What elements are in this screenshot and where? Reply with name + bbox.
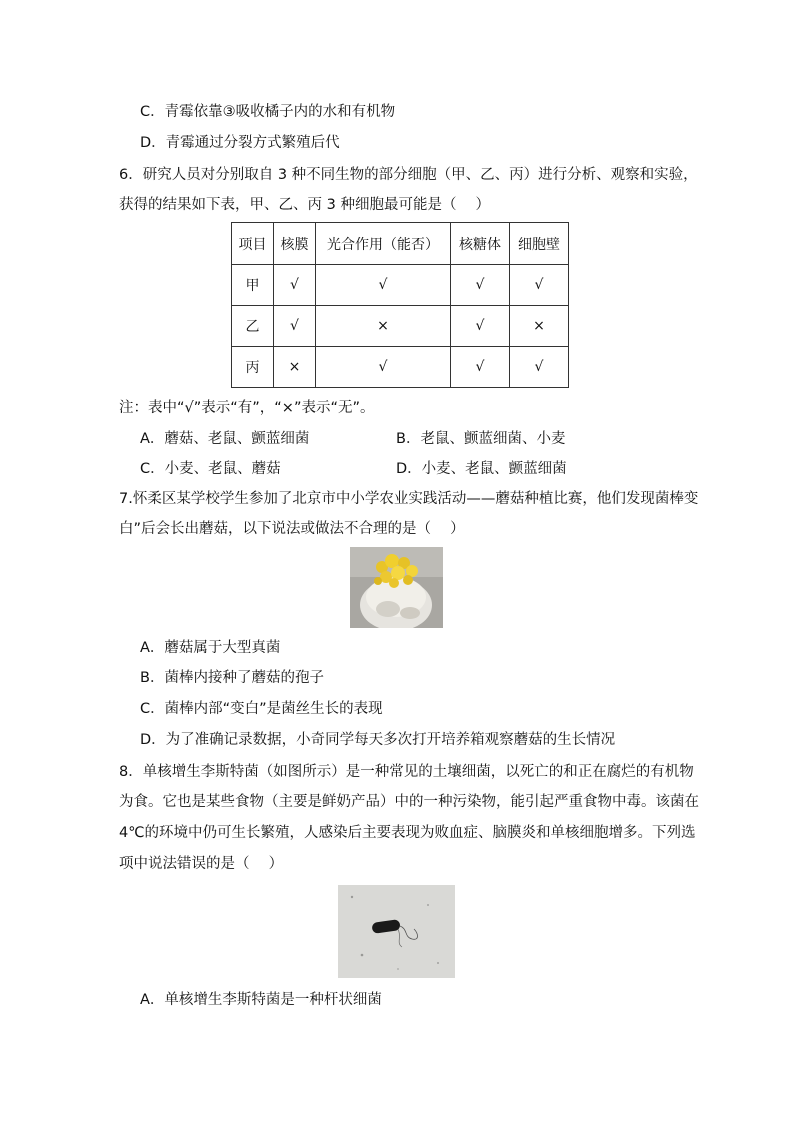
table-cell: √ <box>510 265 569 306</box>
q5-option-c: C．青霉依靠③吸收橘子内的水和有机物 <box>140 104 396 120</box>
q6-option-b: B．老鼠、颤蓝细菌、小麦 <box>396 431 566 447</box>
table-cell: √ <box>510 347 569 388</box>
table-header-cell: 细胞壁 <box>510 223 569 265</box>
table-cell: √ <box>451 265 510 306</box>
q5-option-d: D．青霉通过分裂方式繁殖后代 <box>140 135 340 151</box>
q8-stem-line-4: 项中说法错误的是（ ） <box>119 856 284 872</box>
table-cell: √ <box>274 306 316 347</box>
q6-table-note: 注：表中“√”表示“有”，“×”表示“无”。 <box>119 400 375 416</box>
q6-table <box>231 222 569 388</box>
table-cell: 甲 <box>232 265 274 306</box>
table-cell: × <box>510 306 569 347</box>
table-cell: × <box>316 306 451 347</box>
q8-stem-line-2: 为食。它也是某些食物（主要是鲜奶产品）中的一种污染物，能引起严重食物中毒。该菌在 <box>119 794 699 810</box>
table-header-row <box>232 223 569 265</box>
q6-option-d: D．小麦、老鼠、颤蓝细菌 <box>396 461 567 477</box>
q6-option-c: C．小麦、老鼠、蘑菇 <box>140 461 281 477</box>
q6-option-a: A．蘑菇、老鼠、颤蓝细菌 <box>140 431 310 447</box>
table-cell: × <box>274 347 316 388</box>
table-header-cell: 核膜 <box>274 223 316 265</box>
q8-stem-line-3: 4℃的环境中仍可生长繁殖，人感染后主要表现为败血症、脑膜炎和单核细胞增多。下列选 <box>119 825 696 841</box>
q7-option-c: C．菌棒内部“变白”是菌丝生长的表现 <box>140 701 383 717</box>
table-row <box>232 347 569 388</box>
table-cell: 乙 <box>232 306 274 347</box>
q6-stem-line-2: 获得的结果如下表，甲、乙、丙 3 种细胞最可能是（ ） <box>119 197 491 213</box>
table-cell: 丙 <box>232 347 274 388</box>
q7-stem-line-2: 白”后会长出蘑菇，以下说法或做法不合理的是（ ） <box>119 521 465 537</box>
q8-stem-line-1: 8．单核增生李斯特菌（如图所示）是一种常见的土壤细菌，以死亡的和正在腐烂的有机物 <box>119 764 694 780</box>
q7-option-d: D．为了准确记录数据，小奇同学每天多次打开培养箱观察蘑菇的生长情况 <box>140 732 616 748</box>
table-cell: √ <box>451 347 510 388</box>
q6-stem-line-1: 6．研究人员对分别取自 3 种不同生物的部分细胞（甲、乙、丙）进行分析、观察和实验， <box>119 167 698 183</box>
table-cell: √ <box>316 265 451 306</box>
q7-option-a: A．蘑菇属于大型真菌 <box>140 640 281 656</box>
q7-stem-line-1: 7.怀柔区某学校学生参加了北京市中小学农业实践活动——蘑菇种植比赛，他们发现菌棒变 <box>119 491 699 507</box>
table-cell: √ <box>451 306 510 347</box>
table-row <box>232 265 569 306</box>
table-header-cell: 项目 <box>232 223 274 265</box>
q7-option-b: B．菌棒内接种了蘑菇的孢子 <box>140 670 324 686</box>
table-cell: √ <box>274 265 316 306</box>
table-header-cell: 光合作用（能否） <box>316 223 451 265</box>
mushroom-photo-icon <box>350 547 443 628</box>
table-cell: √ <box>316 347 451 388</box>
table-header-cell: 核糖体 <box>451 223 510 265</box>
mushroom-photo <box>350 547 443 628</box>
bacteria-micrograph <box>338 885 455 978</box>
table-row <box>232 306 569 347</box>
q8-option-a: A．单核增生李斯特菌是一种杆状细菌 <box>140 992 382 1008</box>
bacteria-micrograph-icon <box>338 885 455 978</box>
